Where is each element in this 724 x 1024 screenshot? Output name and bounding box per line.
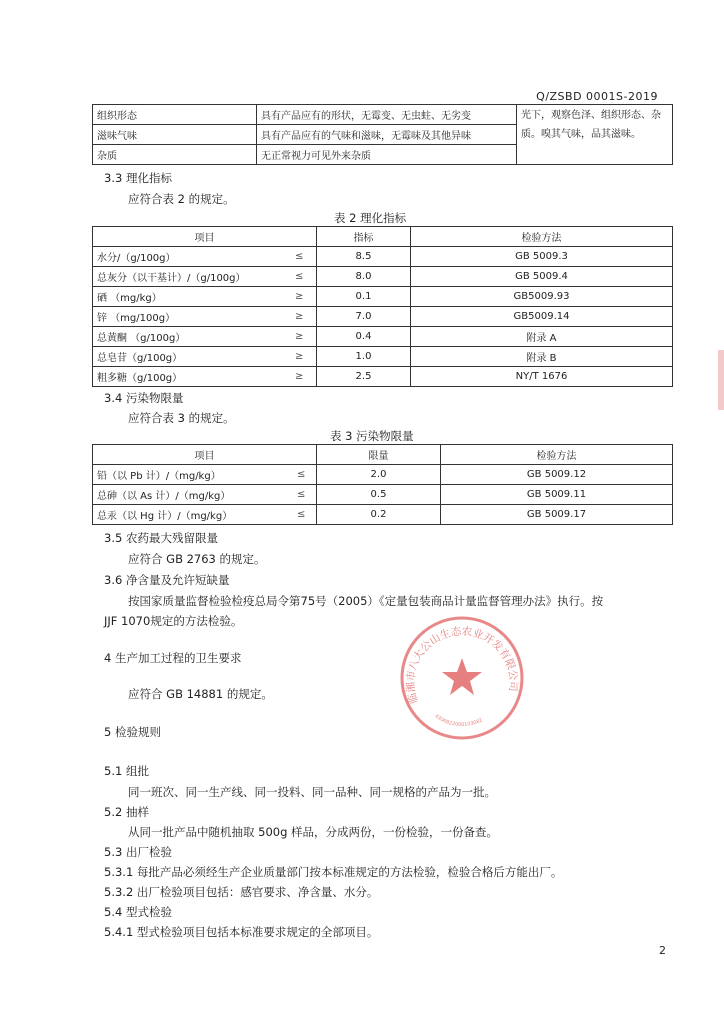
method-cell: GB 5009.3 xyxy=(411,247,673,267)
paragraph: 从同一批产品中随机抽取 500g 样品，分成两份，一份检验，一份备查。 xyxy=(128,825,499,839)
contaminant-table xyxy=(92,444,673,525)
section-heading: 5.4 型式检验 xyxy=(104,905,172,919)
sensory-table xyxy=(92,104,673,165)
table-cell: 具有产品应有的气味和滋味，无霉味及其他异味 xyxy=(257,125,517,145)
comparison-cell: ≤ xyxy=(287,485,317,505)
comparison-cell: ≤ xyxy=(283,247,317,267)
item-cell: 锌 （mg/100g） xyxy=(93,307,283,327)
section-heading: 5 检验规则 xyxy=(104,725,161,739)
paragraph: JJF 1070规定的方法检验。 xyxy=(104,614,243,628)
table-cell: 无正常视力可见外来杂质 xyxy=(257,145,517,165)
column-header: 项目 xyxy=(93,227,317,247)
item-cell: 水分/（g/100g） xyxy=(93,247,283,267)
item-cell: 总灰分（以干基计）/（g/100g） xyxy=(93,267,283,287)
section-heading: 3.6 净含量及允许短缺量 xyxy=(104,573,230,587)
table-cell: 杂质 xyxy=(93,145,257,165)
table-row xyxy=(93,327,673,347)
value-cell: 0.5 xyxy=(317,485,441,505)
table-header-row xyxy=(93,227,673,247)
table-row xyxy=(93,505,673,525)
svg-text:4306822000103082: 4306822000103082 xyxy=(433,713,484,729)
column-header: 限量 xyxy=(317,445,441,465)
comparison-cell: ≥ xyxy=(283,347,317,367)
paragraph: 5.3.2 出厂检验项目包括：感官要求、净含量、水分。 xyxy=(104,885,379,899)
section-heading: 5.2 抽样 xyxy=(104,805,149,819)
column-header: 检验方法 xyxy=(441,445,673,465)
paragraph: 应符合表 2 的规定。 xyxy=(128,192,235,206)
method-cell: GB 5009.17 xyxy=(441,505,673,525)
comparison-cell: ≥ xyxy=(283,287,317,307)
item-cell: 总汞（以 Hg 计）/（mg/kg） xyxy=(93,505,287,525)
paragraph: 5.3.1 每批产品必须经生产企业质量部门按本标准规定的方法检验，检验合格后方能出厂。 xyxy=(104,865,563,879)
section-heading: 3.4 污染物限量 xyxy=(104,391,184,405)
comparison-cell: ≤ xyxy=(283,267,317,287)
paragraph: 5.4.1 型式检验项目包括本标准要求规定的全部项目。 xyxy=(104,925,379,939)
value-cell: 8.5 xyxy=(317,247,411,267)
item-cell: 硒 （mg/kg） xyxy=(93,287,283,307)
paragraph: 应符合 GB 2763 的规定。 xyxy=(128,552,266,566)
item-cell: 铅（以 Pb 计）/（mg/kg） xyxy=(93,465,287,485)
page-edge-mark xyxy=(718,350,724,410)
table-row xyxy=(93,307,673,327)
section-heading: 4 生产加工过程的卫生要求 xyxy=(104,651,242,665)
comparison-cell: ≤ xyxy=(287,465,317,485)
value-cell: 2.0 xyxy=(317,465,441,485)
comparison-cell: ≥ xyxy=(283,307,317,327)
table-row xyxy=(93,247,673,267)
table-row xyxy=(93,347,673,367)
table-caption: 表 2 理化指标 xyxy=(334,211,407,225)
method-cell: 附录 B xyxy=(411,347,673,367)
method-cell: 光下，观察色泽、组织形态、杂质。嗅其气味，品其滋味。 xyxy=(517,105,673,165)
method-cell: GB5009.14 xyxy=(411,307,673,327)
table-row xyxy=(93,267,673,287)
value-cell: 0.4 xyxy=(317,327,411,347)
item-cell: 粗多糖（g/100g） xyxy=(93,367,283,387)
table-cell: 组织形态 xyxy=(93,105,257,125)
physicochemical-table xyxy=(92,226,673,387)
paragraph: 应符合 GB 14881 的规定。 xyxy=(128,687,273,701)
table-caption: 表 3 污染物限量 xyxy=(330,429,414,443)
paragraph: 应符合表 3 的规定。 xyxy=(128,411,235,425)
paragraph: 同一班次、同一生产线、同一投料、同一品种、同一规格的产品为一批。 xyxy=(128,785,496,799)
table-row xyxy=(93,287,673,307)
item-cell: 总砷（以 As 计）/（mg/kg） xyxy=(93,485,287,505)
column-header: 指标 xyxy=(317,227,411,247)
table-cell: 滋味气味 xyxy=(93,125,257,145)
star-icon xyxy=(442,658,482,695)
column-header: 检验方法 xyxy=(411,227,673,247)
method-cell: GB 5009.12 xyxy=(441,465,673,485)
standard-number: Q/ZSBD 0001S-2019 xyxy=(536,90,658,103)
value-cell: 8.0 xyxy=(317,267,411,287)
table-header-row xyxy=(93,445,673,465)
comparison-cell: ≥ xyxy=(283,367,317,387)
table-row xyxy=(93,105,673,125)
item-cell: 总黄酮 （g/100g） xyxy=(93,327,283,347)
comparison-cell: ≤ xyxy=(287,505,317,525)
section-heading: 3.3 理化指标 xyxy=(104,171,172,185)
column-header: 项目 xyxy=(93,445,317,465)
company-seal xyxy=(398,614,526,742)
method-cell: GB 5009.4 xyxy=(411,267,673,287)
table-row xyxy=(93,367,673,387)
item-cell: 总皂苷（g/100g） xyxy=(93,347,283,367)
table-cell: 具有产品应有的形状，无霉变、无虫蛀、无劣变 xyxy=(257,105,517,125)
page-number: 2 xyxy=(659,944,666,957)
section-heading: 3.5 农药最大残留限量 xyxy=(104,531,218,545)
value-cell: 0.2 xyxy=(317,505,441,525)
method-cell: 附录 A xyxy=(411,327,673,347)
value-cell: 0.1 xyxy=(317,287,411,307)
comparison-cell: ≥ xyxy=(283,327,317,347)
svg-text:临湘市八大公山生态农业开发有限公司: 临湘市八大公山生态农业开发有限公司 xyxy=(404,625,520,705)
paragraph: 按国家质量监督检验检疫总局令第75号（2005）《定量包装商品计量监督管理办法》执行。按 xyxy=(128,594,604,608)
value-cell: 7.0 xyxy=(317,307,411,327)
section-heading: 5.3 出厂检验 xyxy=(104,845,172,859)
method-cell: NY/T 1676 xyxy=(411,367,673,387)
value-cell: 1.0 xyxy=(317,347,411,367)
table-row xyxy=(93,465,673,485)
section-heading: 5.1 组批 xyxy=(104,764,149,778)
method-cell: GB5009.93 xyxy=(411,287,673,307)
method-cell: GB 5009.11 xyxy=(441,485,673,505)
table-row xyxy=(93,485,673,505)
value-cell: 2.5 xyxy=(317,367,411,387)
